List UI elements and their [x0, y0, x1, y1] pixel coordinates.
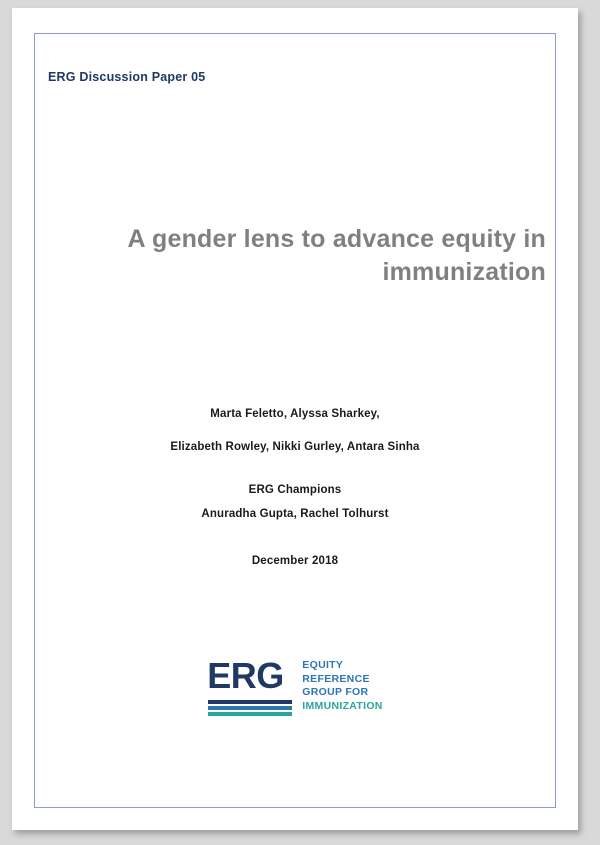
- logo-bar-navy: [208, 700, 292, 704]
- logo-inner: [207, 656, 382, 718]
- champions-heading: ERG Champions: [248, 484, 342, 496]
- logo-line-group-for: GROUP FOR: [302, 686, 369, 698]
- authors-line-2: Elizabeth Rowley, Nikki Gurley, Antara Sinha: [170, 441, 420, 453]
- logo-bar-blue: [208, 706, 292, 710]
- logo-mark: [207, 656, 293, 718]
- logo-acronym: ERG: [207, 655, 284, 696]
- publication-date: December 2018: [251, 555, 339, 567]
- page-title: A gender lens to advance equity in immunization: [127, 225, 546, 287]
- erg-logo: [12, 656, 578, 718]
- logo-line-equity: EQUITY: [302, 659, 344, 671]
- logo-line-immunization: IMMUNIZATION: [302, 699, 383, 712]
- series-label: ERG Discussion Paper 05: [48, 70, 206, 84]
- authors-block: [12, 408, 578, 567]
- champions-names: Anuradha Gupta, Rachel Tolhurst: [201, 508, 389, 520]
- title-block: [62, 223, 546, 290]
- logo-wordmark: [302, 656, 382, 713]
- authors-line-1: Marta Feletto, Alyssa Sharkey,: [210, 408, 380, 420]
- document-page: [12, 8, 578, 830]
- logo-line-reference: REFERENCE: [302, 672, 370, 685]
- logo-bar-teal: [208, 712, 292, 716]
